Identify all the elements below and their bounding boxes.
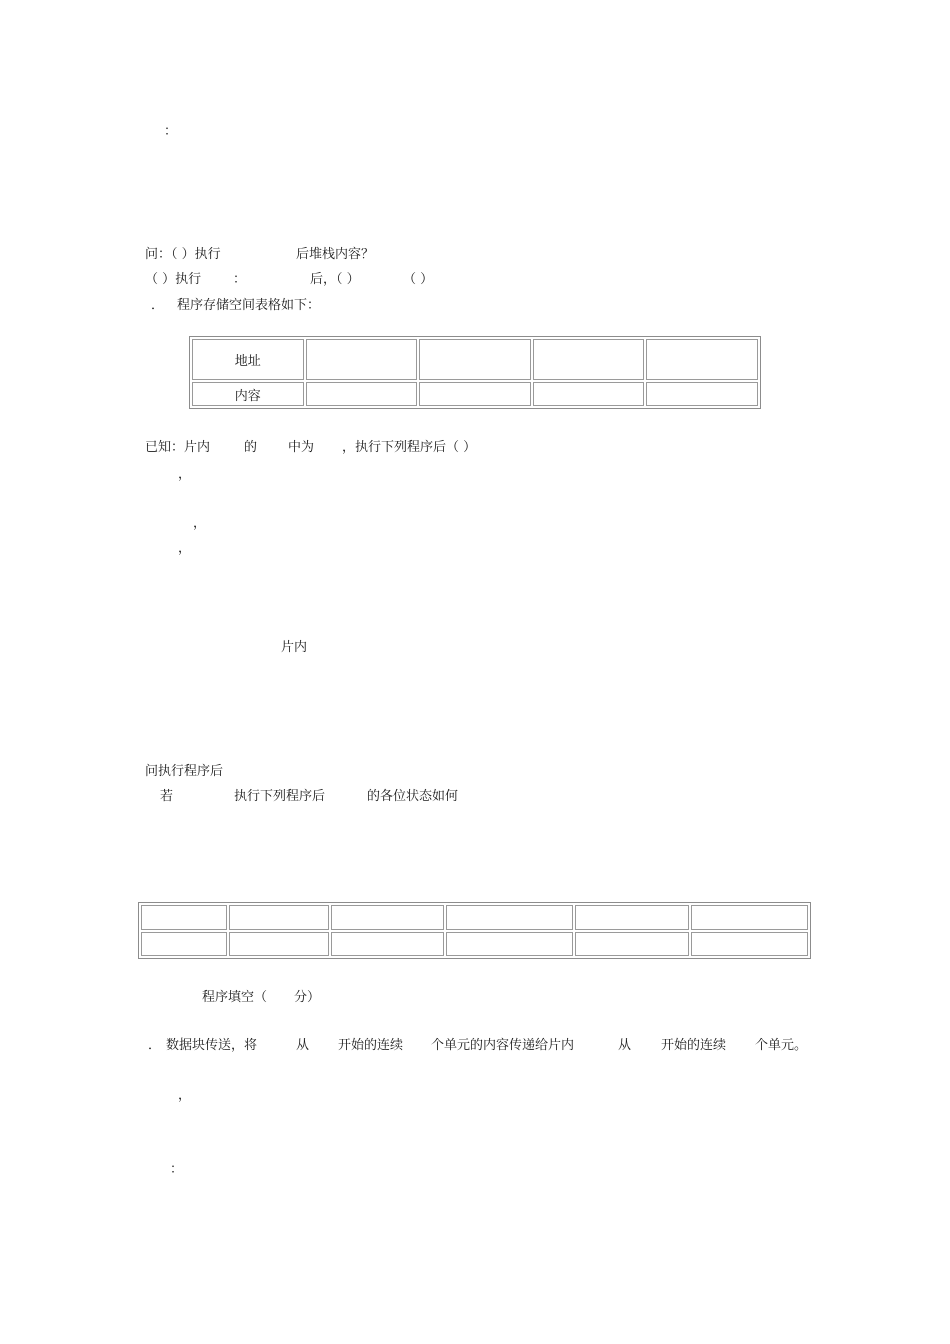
address-cell-1 xyxy=(306,339,418,380)
flag-status-table xyxy=(138,902,811,959)
flag-cell xyxy=(141,905,227,930)
stack-q-part2: 后堆栈内容？ xyxy=(296,247,375,262)
known-part3: 中为 xyxy=(288,440,315,455)
storage-dot: ． xyxy=(151,298,165,313)
flag-cell xyxy=(331,905,444,930)
flag-cell xyxy=(691,932,808,956)
known-part1: 已知：片内 xyxy=(145,440,211,455)
content-label: 内容 xyxy=(234,388,261,404)
bt-part2: 从 xyxy=(296,1038,310,1053)
address-label: 地址 xyxy=(234,354,261,369)
flag-row-2 xyxy=(141,932,808,956)
internal-label: 片内 xyxy=(281,640,308,655)
exec-q-part2: ： xyxy=(233,272,247,287)
comma-4: ， xyxy=(178,1088,192,1103)
address-cell-3 xyxy=(533,339,645,380)
question-after-exec: 问执行程序后 xyxy=(145,764,224,779)
program-storage-table xyxy=(189,336,761,409)
comma-1: ， xyxy=(178,467,192,482)
fill-part1: 程序填空（ xyxy=(202,990,268,1005)
address-row xyxy=(192,339,758,380)
content-cell-3 xyxy=(533,382,645,406)
address-cell-2 xyxy=(419,339,531,380)
content-cell-2 xyxy=(419,382,531,406)
known-part4: ，执行下列程序后（ ） xyxy=(342,440,477,455)
comma-3: ， xyxy=(178,541,192,556)
flags-part1: 若 xyxy=(160,789,174,804)
flag-cell xyxy=(446,932,573,956)
flag-cell xyxy=(446,905,573,930)
flag-cell xyxy=(691,905,808,930)
colon-mark: ： xyxy=(164,124,178,139)
known-part2: 的 xyxy=(244,440,258,455)
content-row xyxy=(192,382,758,406)
flag-cell xyxy=(331,932,444,956)
flags-part2: 执行下列程序后 xyxy=(234,789,326,804)
fill-part2: 分） xyxy=(294,990,321,1005)
content-cell-4 xyxy=(646,382,758,406)
bt-part4: 个单元的内容传递给片内 xyxy=(431,1038,575,1053)
bt-part1: 数据块传送，将 xyxy=(166,1038,258,1053)
flag-row-1 xyxy=(141,905,808,930)
comma-2: ， xyxy=(193,516,207,531)
flag-cell xyxy=(575,905,688,930)
exec-q-part3: 后，（ ） xyxy=(310,272,360,287)
flag-cell xyxy=(229,905,328,930)
flag-cell xyxy=(575,932,688,956)
flags-part3: 的各位状态如何 xyxy=(367,789,459,804)
content-label-cell xyxy=(192,382,304,406)
address-label-cell xyxy=(192,339,304,380)
flag-cell xyxy=(229,932,328,956)
bt-part5: 从 xyxy=(618,1038,632,1053)
bt-part7: 个单元。 xyxy=(755,1038,808,1053)
colon-mark-2: ： xyxy=(170,1162,184,1177)
storage-text: 程序存储空间表格如下： xyxy=(177,298,321,313)
exec-q-part4: （ ） xyxy=(403,272,434,287)
bt-part6: 开始的连续 xyxy=(661,1038,727,1053)
content-cell-1 xyxy=(306,382,418,406)
exec-q-part1: （ ）执行 xyxy=(145,272,202,287)
address-cell-4 xyxy=(646,339,758,380)
bt-dot: ． xyxy=(148,1038,162,1053)
bt-part3: 开始的连续 xyxy=(338,1038,404,1053)
flag-cell xyxy=(141,932,227,956)
stack-q-part1: 问：（ ）执行 xyxy=(145,247,221,262)
